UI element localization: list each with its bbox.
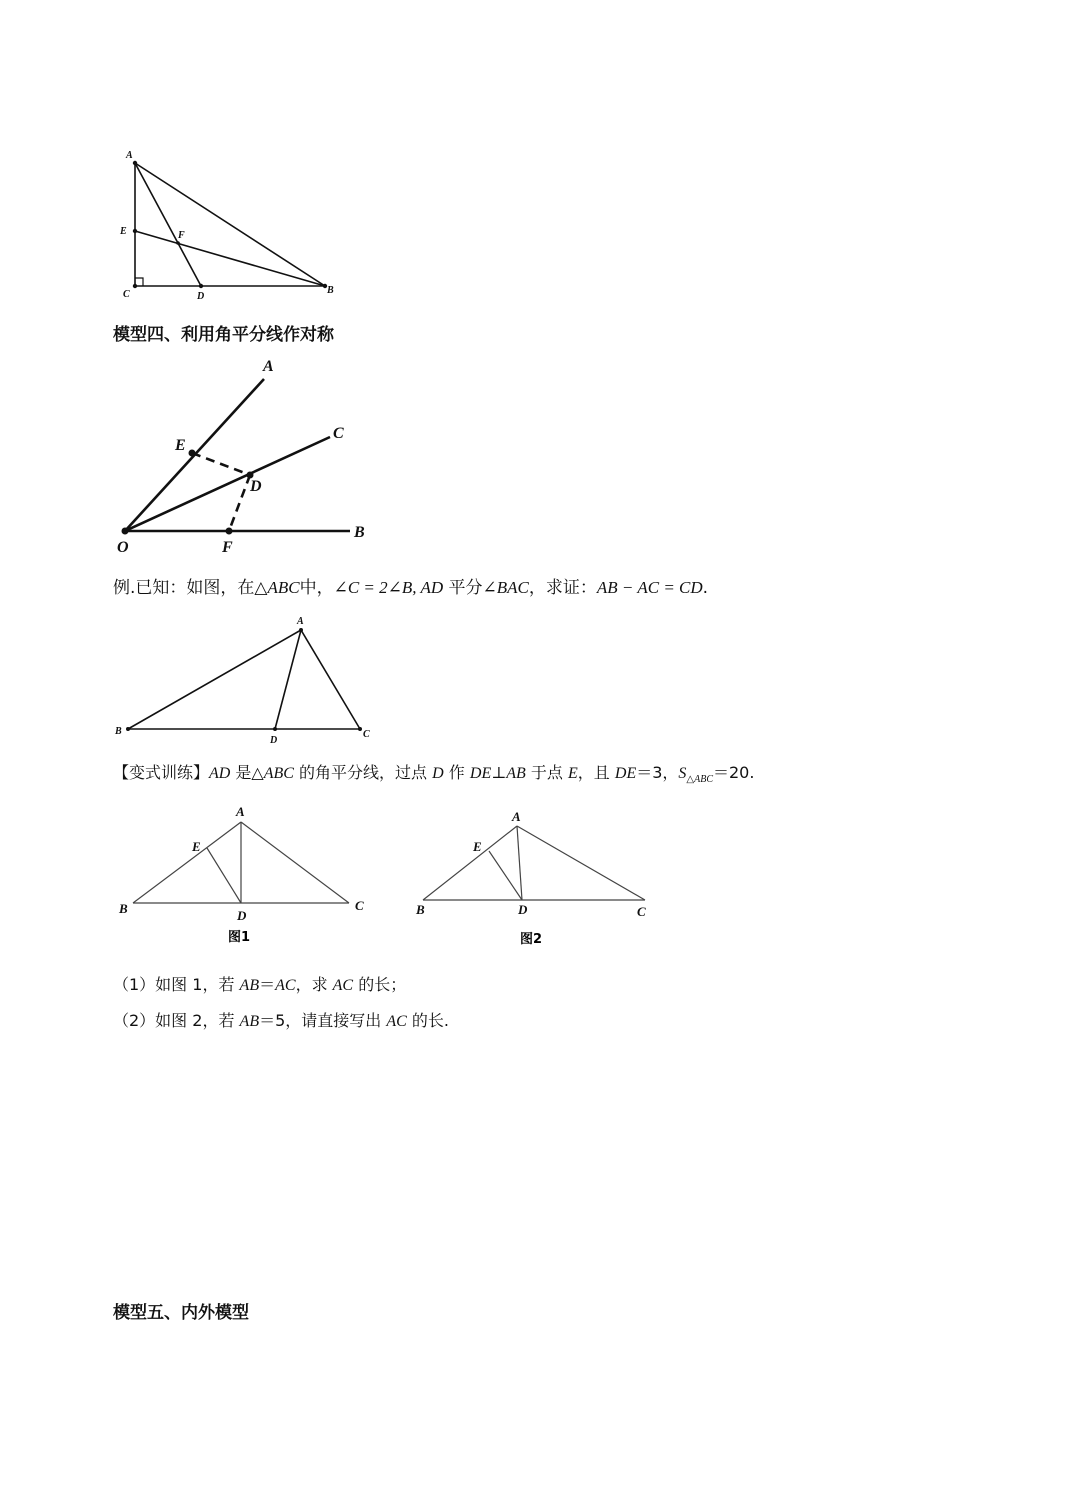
label-a: A xyxy=(297,616,304,627)
label-a: A xyxy=(236,804,245,819)
caption-figure-1: 图1 xyxy=(228,930,251,945)
label-c: C xyxy=(123,289,130,300)
label-c: C xyxy=(333,425,344,442)
label-c: C xyxy=(363,729,370,740)
label-d: D xyxy=(270,735,278,746)
figure-angle-bisector xyxy=(110,355,380,560)
segment-ab xyxy=(135,163,325,286)
segment-ad xyxy=(275,630,301,729)
label-b: B xyxy=(327,285,334,296)
label-a: A xyxy=(512,809,521,824)
segment-ac xyxy=(241,822,349,903)
label-c: C xyxy=(355,898,364,913)
figure-2 xyxy=(410,800,680,950)
segment-eb xyxy=(135,231,325,286)
label-b: B xyxy=(416,902,425,917)
label-e: E xyxy=(473,839,482,854)
label-d: D xyxy=(197,291,205,302)
segment-ab xyxy=(133,822,241,903)
dashed-df xyxy=(229,475,250,531)
label-e: E xyxy=(120,226,127,237)
label-d: D xyxy=(518,902,528,917)
label-f: F xyxy=(178,230,185,241)
caption-figure-2: 图2 xyxy=(520,932,543,947)
figure-right-triangle xyxy=(110,145,350,305)
label-b: B xyxy=(115,726,122,737)
segment-ad xyxy=(135,163,201,286)
label-e: E xyxy=(192,839,201,854)
label-b: B xyxy=(119,901,128,916)
example-text: 例.已知：如图，在△ABC中，∠C = 2∠B, AD 平分∠BAC，求证：AB − AC = CD. xyxy=(113,578,709,598)
segment-ac xyxy=(301,630,360,729)
section-title-model-5: 模型五、内外模型 xyxy=(113,1303,249,1323)
figure-1 xyxy=(110,800,380,950)
question-2: （2）如图 2，若 AB＝5，请直接写出 AC 的长. xyxy=(113,1011,450,1030)
section-title-model-4: 模型四、利用角平分线作对称 xyxy=(113,325,334,345)
label-a: A xyxy=(263,358,274,375)
label-d: D xyxy=(250,478,262,495)
question-1: （1）如图 1，若 AB＝AC，求 AC 的长； xyxy=(113,975,407,994)
figure-triangle-bisector xyxy=(110,612,380,747)
label-f: F xyxy=(222,539,233,556)
segment-de xyxy=(489,851,522,900)
segment-ab xyxy=(423,826,517,900)
variant-training-text: 【变式训练】AD 是△ABC 的角平分线，过点 D 作 DE⊥AB 于点 E，且 DE＝3，$S_{\triangle ABC}=20$. xyxy=(113,763,755,786)
ray-oc xyxy=(125,437,330,531)
label-o: O xyxy=(117,539,129,556)
label-b: B xyxy=(354,524,365,541)
label-c: C xyxy=(637,904,646,919)
label-e: E xyxy=(175,437,186,454)
label-a: A xyxy=(126,150,133,161)
segment-ad xyxy=(517,826,522,900)
label-d: D xyxy=(237,908,247,923)
dashed-ed xyxy=(192,453,250,475)
segment-de xyxy=(207,848,241,903)
segment-ab xyxy=(128,630,301,729)
segment-ac xyxy=(517,826,645,900)
